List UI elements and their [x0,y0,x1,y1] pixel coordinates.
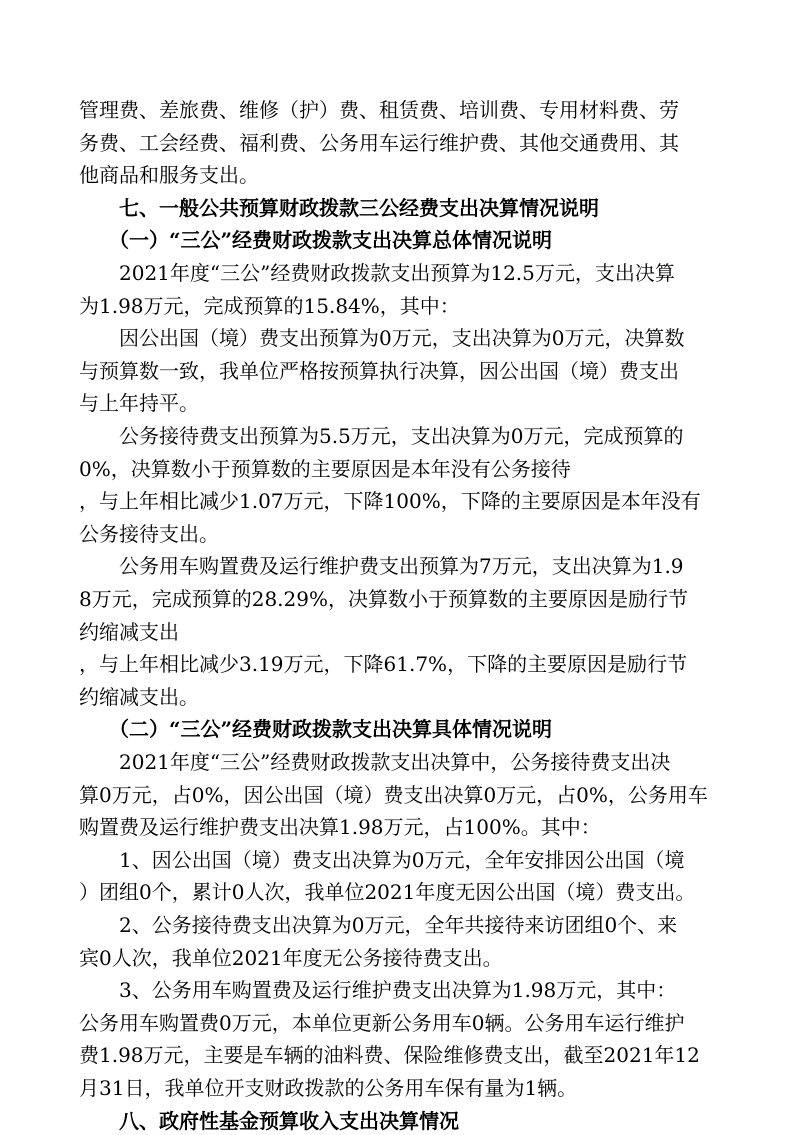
subsection-heading-1: （一）“三公”经费财政拨款支出决算总体情况说明 [109,228,553,252]
body-line-14: 公务接待支出。 [79,522,219,546]
body-line-31: 月31日，我单位开支财政拨款的公务用车保有量为1辆。 [79,1076,578,1100]
body-line-29: 公务用车购置费0万元，本单位更新公务用车0辆。公务用车运行维护 [79,1011,685,1035]
body-line-30: 费1.98万元，主要是车辆的油料费、保险维修费支出，截至2021年12 [79,1043,700,1067]
body-line-2: 务费、工会经费、福利费、公务用车运行维护费、其他交通费用、其 [79,131,679,155]
body-line-11: 公务接待费支出预算为5.5万元，支出决算为0万元，完成预算的 [119,424,684,448]
body-line-18: ，与上年相比减少3.19万元，下降61.7%，下降的主要原因是励行节 [79,652,688,676]
body-line-12: 0%，决算数小于预算数的主要原因是本年没有公务接待 [79,457,571,481]
body-line-16: 8万元，完成预算的28.29%，决算数小于预算数的主要原因是励行节 [79,587,688,611]
body-line-27: 宾0人次，我单位2021年度无公务接待费支出。 [79,946,503,970]
section-heading-8: 八、政府性基金预算收入支出决算情况 [119,1109,459,1133]
body-line-28: 3、公务用车购置费及运行维护费支出决算为1.98万元，其中： [119,978,677,1002]
body-line-23: 购置费及运行维护费支出决算1.98万元，占100%。其中： [79,815,601,839]
body-line-17: 约缩减支出 [79,620,179,644]
body-line-6: 2021年度“三公”经费财政拨款支出预算为12.5万元，支出决算 [119,261,675,285]
body-line-15: 公务用车购置费及运行维护费支出预算为7万元，支出决算为1.9 [119,554,684,578]
section-heading-7: 七、一般公共预算财政拨款三公经费支出决算情况说明 [119,196,599,220]
body-line-19: 约缩减支出。 [79,685,199,709]
body-line-26: 2、公务接待费支出决算为0万元，全年共接待来访团组0个、来 [119,913,678,937]
body-line-10: 与上年持平。 [79,391,199,415]
body-line-22: 算0万元，占0%，因公出国（境）费支出决算0万元，占0%，公务用车 [79,783,708,807]
body-line-24: 1、因公出国（境）费支出决算为0万元，全年安排因公出国（境 [119,848,685,872]
subsection-heading-2: （二）“三公”经费财政拨款支出决算具体情况说明 [109,717,553,741]
body-line-25: ）团组0个，累计0人次，我单位2021年度无因公出国（境）费支出。 [79,880,696,904]
body-line-21: 2021年度“三公”经费财政拨款支出决算中，公务接待费支出决 [119,750,671,774]
body-line-3: 他商品和服务支出。 [79,163,259,187]
body-line-9: 与预算数一致，我单位严格按预算执行决算，因公出国（境）费支出 [79,359,679,383]
body-line-8: 因公出国（境）费支出预算为0万元，支出决算为0万元，决算数 [119,326,685,350]
body-line-7: 为1.98万元，完成预算的15.84%，其中： [79,294,460,318]
body-line-1: 管理费、差旅费、维修（护）费、租赁费、培训费、专用材料费、劳 [79,98,679,122]
body-line-13: ，与上年相比减少1.07万元，下降100%，下降的主要原因是本年没有 [79,489,701,513]
